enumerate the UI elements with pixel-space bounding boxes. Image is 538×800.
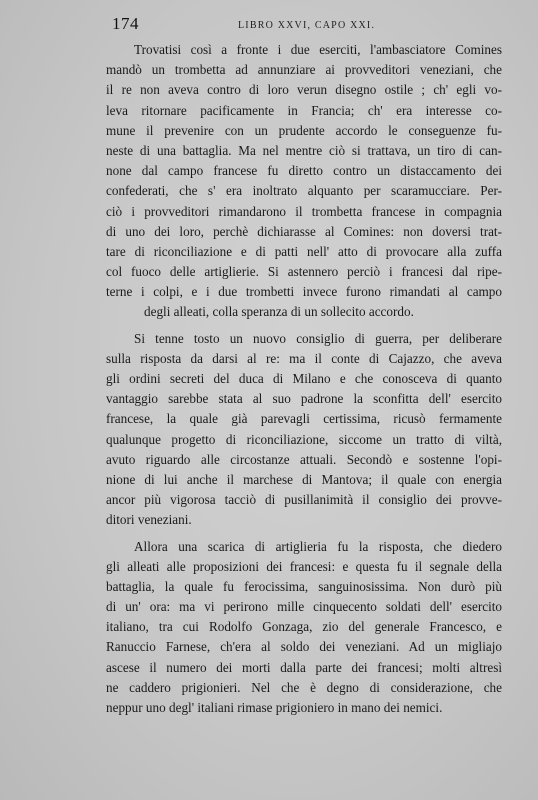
text-line: gli ordini secreti del duca di Milano e che conosceva di quanto xyxy=(106,371,502,386)
text-line: Trovatisi così a fronte i due eserciti, l'ambasciatore Comines xyxy=(134,42,502,57)
body-text xyxy=(106,40,502,718)
text-line: ditori veneziani. xyxy=(106,512,192,528)
text-line: terne i colpi, e i due trombetti invece furono rimandati al campo xyxy=(106,284,502,300)
text-line: qualunque progetto di riconciliazione, siccome un tratto di viltà, xyxy=(106,431,502,447)
text-line: gli alleati alle proposizioni dei francesi: e questa fu il segnale della xyxy=(106,558,502,574)
text-line: di uno dei loro, perchè dichiarasse al Comines: non doversi trat- xyxy=(106,223,502,239)
running-head: LIBRO XXVI, CAPO XXI. xyxy=(238,20,376,31)
text-line: degli alleati, colla speranza di un sollecito accordo. xyxy=(144,304,414,320)
paragraph-2 xyxy=(106,329,502,531)
text-line: vantaggio sarebbe stata al suo padrone la sconfitta dell' esercito xyxy=(106,391,502,407)
text-line: ancor più vigorosa tacciò di pusillanimità il consiglio dei provve- xyxy=(106,492,502,508)
text-line: neppur uno degl' italiani rimase prigioniero in mano dei nemici. xyxy=(106,700,443,715)
text-line: Allora una scarica di artiglieria fu la risposta, che diedero xyxy=(134,538,502,554)
text-line: di un' ora: ma vi perirono mille cinquecento soldati dell' esercito xyxy=(106,599,502,615)
text-line: sulla risposta da darsi al re: ma il conte di Cajazzo, che aveva xyxy=(106,350,502,366)
paragraph-3 xyxy=(106,537,502,719)
text-line: col fuoco delle artiglierie. Si astennero perciò i francesi dal ripe- xyxy=(106,264,502,280)
text-line: avuto riguardo alle circostanze attuali. Secondò e sostenne l'opi- xyxy=(106,451,502,467)
text-line: tare di riconciliazione e di patti nell' atto di provocare alla zuffa xyxy=(106,243,502,259)
text-line: francese, la quale già parevagli certissima, ricusò fermamente xyxy=(106,411,502,427)
text-line: il re non aveva contro di loro verun disegno ostile ; ch' egli vo- xyxy=(106,82,502,98)
text-line: mune il prevenire con un prudente accordo le conseguenze fu- xyxy=(106,122,502,138)
paragraph-1 xyxy=(106,40,502,323)
text-line: ascese il numero dei morti dalla parte dei francesi; molti altresì xyxy=(106,659,502,675)
text-line: ciò i provveditori rimandarono il trombetta francese in compagnia xyxy=(106,203,502,219)
text-line: ne caddero prigionieri. Nel che è degno di considerazione, che xyxy=(106,679,502,695)
text-line: italiano, tra cui Rodolfo Gonzaga, zio del generale Francesco, e xyxy=(106,619,502,635)
text-line: none dal campo francese fu diretto contro un distaccamento dei xyxy=(106,163,502,179)
text-line: confederati, che s' era inoltrato alquanto per scaramucciare. Per- xyxy=(106,183,502,199)
page-number: 174 xyxy=(112,14,139,33)
text-line: leva ritornare pacificamente in Francia; ch' era interesse co- xyxy=(106,102,502,118)
text-line: Si tenne tosto un nuovo consiglio di guerra, per deliberare xyxy=(134,330,502,346)
text-line: mandò un trombetta ad annunziare ai provveditori veneziani, che xyxy=(106,62,502,78)
text-line: neste di una battaglia. Ma nel mentre ciò si trattava, un tiro di can- xyxy=(106,142,502,158)
text-line: nione di lui anche il marchese di Mantova; il quale con energia xyxy=(106,471,502,487)
text-line: battaglia, la quale fu ferocissima, sanguinosissima. Non durò più xyxy=(106,578,502,594)
text-line: Ranuccio Farnese, ch'era al soldo dei veneziani. Ad un migliajo xyxy=(106,639,502,655)
